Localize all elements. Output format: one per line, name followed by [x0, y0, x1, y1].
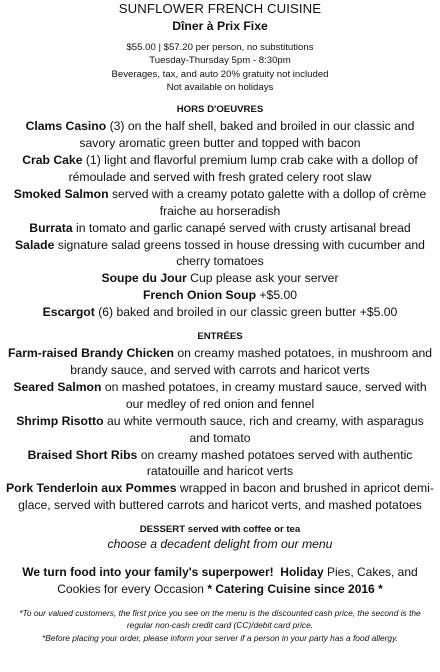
menu-item [0, 304, 440, 321]
menu-item [0, 118, 440, 152]
item-desc: (6) baked and broiled in our classic green butter +$5.00 [98, 305, 398, 320]
dessert-subtitle: choose a decadent delight from our menu [107, 537, 333, 552]
section-heading-dessert: DESSERT served with coffee or tea [139, 524, 301, 536]
allergy-note: *Before placing your order, please inform your server if a person in your party has a food allergy. [42, 632, 398, 643]
item-name: Crab Cake [22, 153, 83, 167]
item-desc: on creamy mashed potatoes served with authentic ratatouille and haricot verts [140, 447, 413, 479]
menu-item [0, 345, 440, 379]
item-desc: +$5.00 [259, 288, 298, 303]
promo-catering: Catering Cuisine since 2016 [215, 582, 375, 597]
item-name: Shrimp Risotto [16, 413, 104, 428]
menu-item [0, 379, 440, 413]
promo-text: We turn food into your family's superpower! [22, 565, 274, 580]
item-name: Seared Salmon [13, 379, 102, 394]
menu-subtitle: Dîner à Prix Fixe [172, 19, 268, 33]
item-desc: Cup please ask your server [190, 271, 339, 286]
restaurant-name: SUNFLOWER FRENCH CUISINE [118, 1, 322, 16]
item-name: Pork Tenderloin aux Pommes [6, 481, 177, 496]
item-name: Burrata [29, 220, 73, 235]
menu-item [0, 447, 440, 481]
item-desc: au white vermouth sauce, rich and creamy, with asparagus and tomato [106, 413, 424, 445]
star-icon: * [207, 582, 212, 597]
item-name: Farm-raised Brandy Chicken [7, 346, 174, 361]
section-heading-entrees: ENTRÉES [197, 331, 243, 343]
promo-cookies: Cookies for every Occasion [57, 582, 204, 597]
menu-item [0, 186, 440, 220]
entrees-list [0, 345, 440, 514]
menu-info [0, 41, 440, 94]
pricing-note: *To our valued customers, the first price you see on the menu is the discounted cash price, the second is the regular non-cash credit card (CC)/debit card price. [19, 608, 421, 631]
star-icon: * [378, 582, 383, 597]
item-desc: in tomato and garlic canapé served with crusty artisanal bread [76, 220, 411, 235]
menu-item [0, 270, 440, 287]
menu-item [0, 152, 440, 186]
item-desc: (3) on the half shell, baked and broiled in our classic and savory aromatic green butter and topped with bacon [79, 119, 415, 151]
price-line: $55.00 | $57.20 per person, no substitutions [126, 42, 314, 53]
hors-list [0, 118, 440, 321]
footnotes [0, 607, 440, 644]
promo-banner [0, 564, 440, 598]
item-desc: on mashed potatoes, in creamy mustard sauce, served with our medley of red onion and fennel [104, 379, 427, 411]
item-desc: (1) light and flavorful premium lump crab cake with a dollop of rémoulade and served with fresh grated celery root slaw [68, 153, 418, 184]
item-name: Escargot [42, 305, 95, 320]
item-name: Braised Short Ribs [27, 447, 138, 462]
item-desc: signature salad greens tossed in house dressing with cucumber and cherry tomatoes [57, 237, 425, 269]
menu-item [0, 413, 440, 447]
item-desc: wrapped in bacon and brushed in apricot demi-glace, served with buttered carrots and haricot verts, and mashed potatoes [18, 481, 434, 513]
promo-pies: Pies, Cakes, and [326, 565, 418, 580]
exclusions-line: Beverages, tax, and auto 20% gratuity not included [111, 68, 329, 80]
holiday-line: Not available on holidays [166, 81, 274, 93]
item-name: Soupe du Jour [101, 271, 187, 286]
item-name: French Onion Soup [142, 288, 257, 303]
item-desc: served with a creamy potato galette with a dollop of crème fraiche au horseradish [111, 186, 427, 218]
menu-item [0, 480, 440, 514]
item-name: Clams Casino [25, 119, 107, 134]
menu-item [0, 220, 440, 237]
item-name: Smoked Salmon [13, 186, 109, 201]
menu-item [0, 237, 440, 271]
menu-item [0, 287, 440, 304]
promo-holiday: Holiday [280, 565, 324, 580]
hours-line: Tuesday-Thursday 5pm - 8:30pm [149, 55, 291, 67]
section-heading-hors: HORS D'OEUVRES [176, 104, 264, 116]
item-desc: on creamy mashed potatoes, in mushroom and brandy sauce, and served with carrots and haricot verts [70, 346, 433, 377]
item-name: Salade [15, 237, 55, 252]
